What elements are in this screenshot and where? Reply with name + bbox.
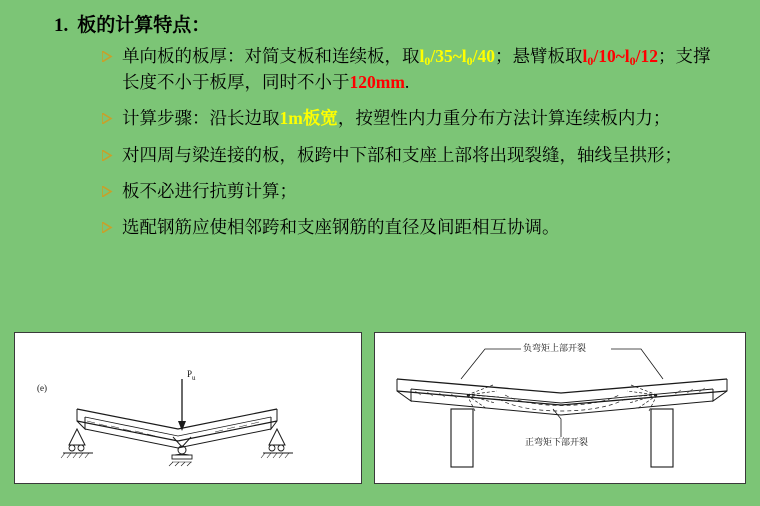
bullet-list	[102, 44, 740, 241]
heading-number: 1.	[54, 15, 69, 36]
arrow-bullet-icon	[102, 143, 122, 161]
text-run: 0	[587, 53, 594, 68]
text-run: l	[624, 45, 630, 66]
heading-text: 板的计算特点：	[77, 15, 211, 36]
text-run: 1m板宽	[279, 108, 338, 129]
figure-annotation-negative-moment: 负弯矩上部开裂	[523, 344, 587, 354]
list-item-text	[122, 44, 722, 96]
page-title	[54, 14, 740, 38]
text-run: .	[404, 71, 410, 92]
single-span-slab-load-diagram	[14, 332, 362, 484]
text-run: l	[582, 45, 588, 66]
text-run: l	[461, 45, 467, 66]
text-run: l	[419, 45, 425, 66]
arrow-bullet-icon	[102, 44, 122, 62]
text-run: /40	[472, 45, 495, 66]
figure-label: (e)	[37, 383, 47, 393]
text-run: ；悬臂板取	[495, 45, 583, 66]
text-run: 120mm	[349, 71, 405, 92]
list-item	[102, 143, 740, 168]
list-item	[102, 106, 740, 131]
text-run: /10~	[593, 45, 625, 66]
text-run: /35~	[430, 45, 462, 66]
list-item	[102, 179, 740, 204]
continuous-slab-crack-diagram	[374, 332, 746, 484]
figure-load-label: $P_u$	[187, 369, 196, 382]
list-item-text: 选配钢筋应使相邻跨和支座钢筋的直径及间距相互协调。	[122, 217, 560, 238]
text-run: 0	[466, 53, 473, 68]
list-item-text: 板不必进行抗剪计算；	[122, 181, 297, 202]
list-item	[102, 44, 740, 96]
list-item-text: 对四周与梁连接的板，板跨中下部和支座上部将出现裂缝，轴线呈拱形；	[122, 144, 682, 165]
list-item	[102, 215, 740, 240]
text-run: /12	[635, 45, 658, 66]
text-run: 计算步骤：沿长边取	[122, 108, 280, 129]
arrow-bullet-icon	[102, 106, 122, 124]
list-item-text	[122, 106, 670, 131]
text-run: ，按塑性内力重分布方法计算连续板内力；	[337, 108, 671, 129]
figure-annotation-positive-moment: 正弯矩下部开裂	[525, 438, 589, 448]
arrow-bullet-icon	[102, 179, 122, 197]
arrow-bullet-icon	[102, 215, 122, 233]
text-run: 0	[424, 53, 431, 68]
figure-row	[14, 332, 746, 484]
text-run: 单向板的板厚：对简支板和连续板，取	[122, 45, 420, 66]
text-run: ；支撑长度不小于板厚，同时不小于	[122, 45, 711, 92]
text-run: 0	[629, 53, 636, 68]
